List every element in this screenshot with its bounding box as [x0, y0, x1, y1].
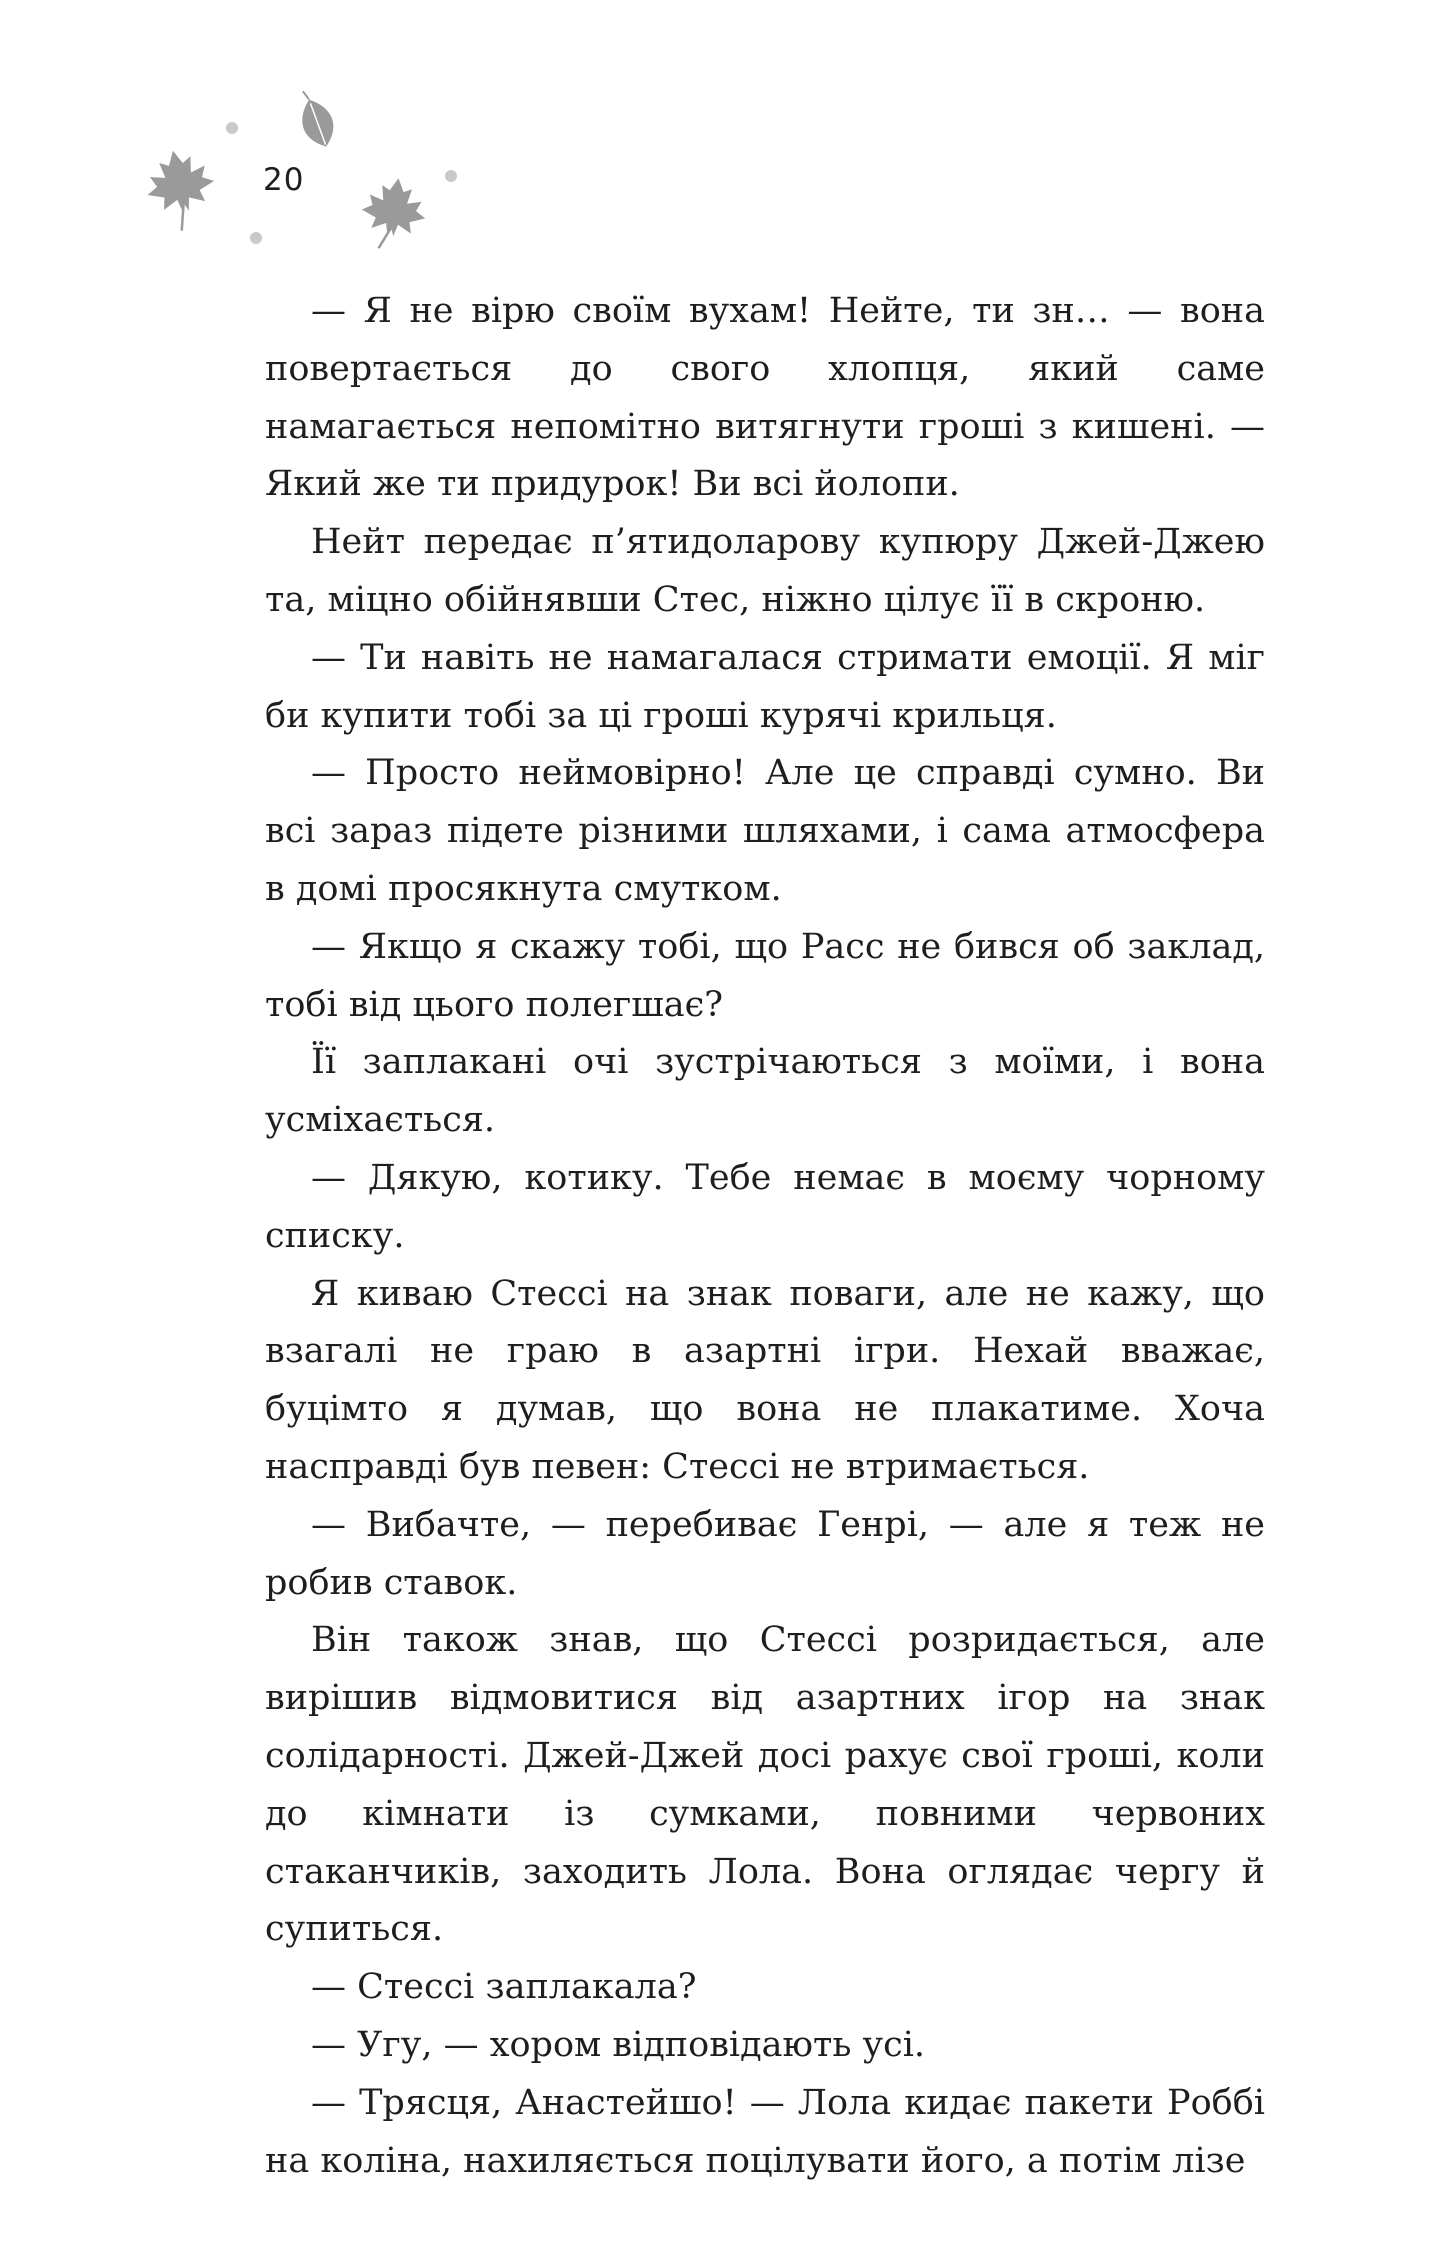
autumn-leaves-decoration [0, 0, 520, 300]
paragraph: — Я не вірю своїм вухам! Нейте, ти зн… — вона повертається до свого хлопця, який саме намагається непомітно витягнути гроші з кишені. — Який же ти придурок! Ви всі йолопи. [265, 291, 1265, 505]
decor-dot [226, 122, 238, 134]
decor-dot [445, 170, 457, 182]
paragraph: — Ти навіть не намагалася стримати емоції. Я міг би купити тобі за ці гроші курячі крильця. [265, 637, 1265, 736]
paragraph: — Угу, — хором відповідають усі. [311, 2024, 926, 2065]
paragraph: — Вибачте, — перебиває Генрі, — але я теж не робив ставок. [265, 1504, 1265, 1603]
paragraph: — Трясця, Анастейшо! — Лола кидає пакети Роббі на коліна, нахиляється поцілувати його, а потім лізе [265, 2082, 1265, 2181]
paragraph: — Дякую, котику. Тебе немає в моєму чорному списку. [265, 1157, 1265, 1256]
decor-dot [250, 232, 262, 244]
maple-leaf-icon [140, 144, 223, 236]
paragraph: — Стессі заплакала? [311, 1967, 697, 2008]
page-number: 20 [263, 162, 305, 198]
leaf-icon [292, 85, 341, 152]
paragraph: — Просто неймовірно! Але це справді сумно. Ви всі зараз підете різними шляхами, і сама атмосфера в домі просякнута смутком. [265, 753, 1265, 909]
paragraph: Він також знав, що Стессі розридається, але вирішив відмовитися від азартних ігор на знак солідарності. Джей-Джей досі рахує свої гроші, коли до кімнати із сумками, повними червоних стаканчиків, заходить Лола. Вона оглядає чергу й супиться. [265, 1620, 1265, 1950]
maple-leaf-icon [357, 174, 430, 254]
paragraph: Її заплакані очі зустрічаються з моїми, і вона усміхається. [265, 1042, 1265, 1141]
body-text [265, 283, 1265, 2190]
paragraph: Я киваю Стессі на знак поваги, але не кажу, що взагалі не граю в азартні ігри. Нехай вважає, буцімто я думав, що вона не плакатиме. Хоча насправді був певен: Стессі не втримається. [265, 1273, 1265, 1487]
paragraph: Нейт передає п’ятидоларову купюру Джей-Джею та, міцно обійнявши Стес, ніжно цілує її в скроню. [265, 522, 1265, 620]
paragraph: — Якщо я скажу тобі, що Расс не бився об заклад, тобі від цього полегшає? [265, 926, 1265, 1025]
